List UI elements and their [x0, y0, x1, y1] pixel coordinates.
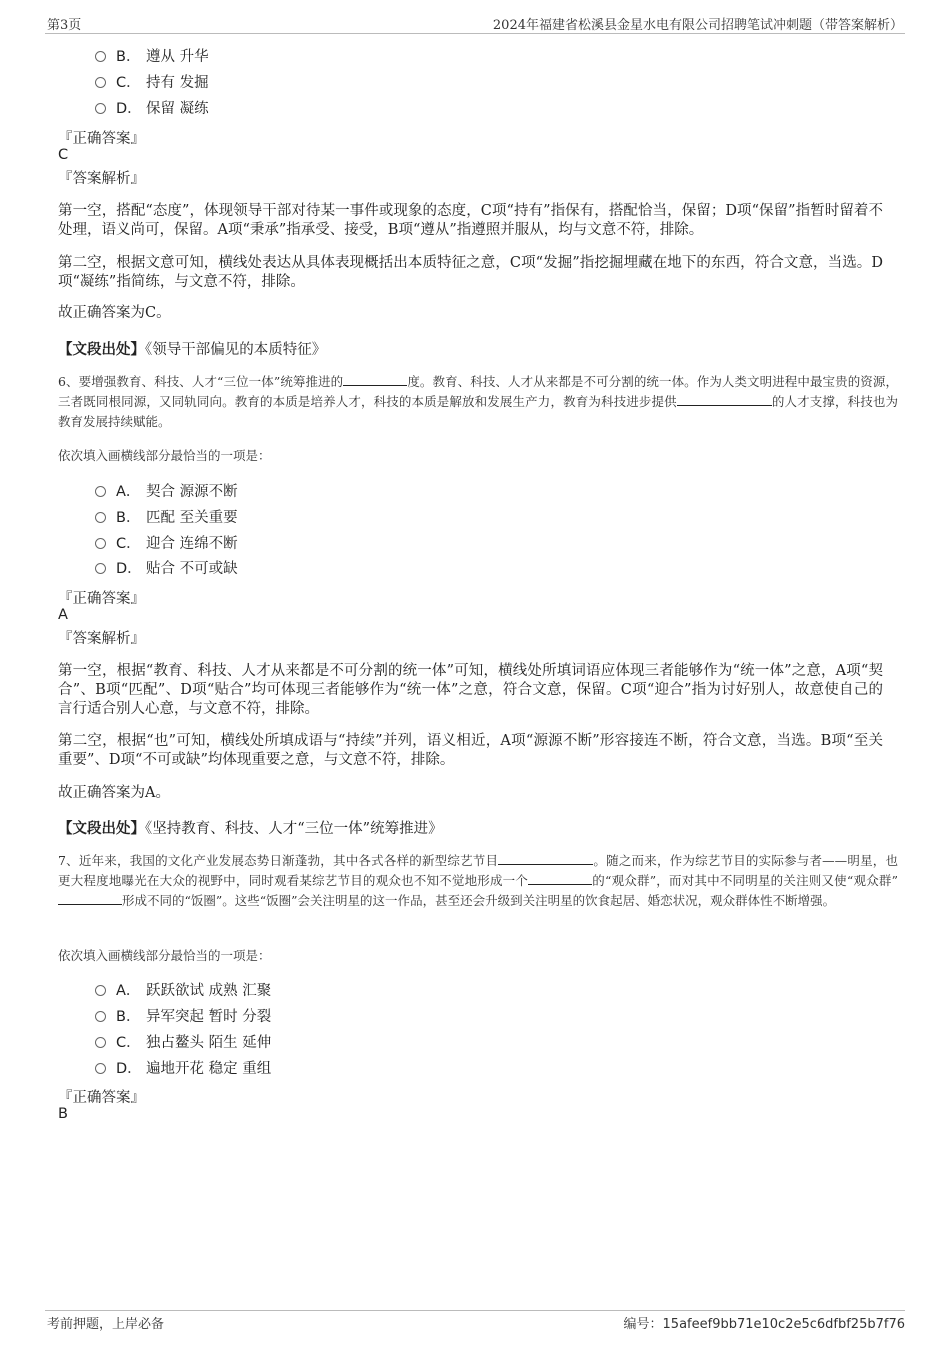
- q7-option-d[interactable]: D． 遍地开花 稳定 重组: [95, 1059, 271, 1079]
- q5-option-d[interactable]: D． 保留 凝练: [95, 99, 209, 119]
- blank: [528, 871, 592, 885]
- q6-analysis-3: 故正确答案为A。: [58, 785, 170, 801]
- q5-source: 【文段出处】《领导干部偏见的本质特征》: [58, 341, 327, 358]
- correct-answer-label: 『正确答案』: [58, 591, 145, 607]
- q5-analysis-1: 第一空，搭配“态度”，体现领导干部对待某一事件或现象的态度，C项“持有”指保有，搭配恰当，保留；D项“保留”指暂时留着不处理，语义尚可，保留。A项“秉承”指承受、接受，B项“遵从”指遵照并服从，均与文意不符，排除。: [58, 203, 883, 238]
- q5-option-c[interactable]: C． 持有 发掘: [95, 73, 209, 93]
- q6-source: 【文段出处】《坚持教育、科技、人才“三位一体”统筹推进》: [58, 820, 443, 837]
- blank: [498, 851, 593, 865]
- correct-answer-label: 『正确答案』: [58, 1090, 145, 1106]
- q7-instruction: 依次填入画横线部分最恰当的一项是：: [58, 948, 271, 963]
- q6-analysis-1: 第一空，根据“教育、科技、人才从来都是不可分割的统一体”可知，横线处所填词语应体现三者能够作为“统一体”之意，A项“契合”、B项“匹配”、D项“贴合”均可体现三者能够作为“统一体”之意，符合文意，保留。C项“迎合”指为讨好别人，故意使自己的言行适合别人心意，与文意不符，排除。: [58, 663, 883, 717]
- radio-icon[interactable]: [95, 1063, 106, 1074]
- correct-answer-label: 『正确答案』: [58, 131, 145, 147]
- q6-option-c[interactable]: C． 迎合 连绵不断: [95, 534, 238, 554]
- q6-instruction: 依次填入画横线部分最恰当的一项是：: [58, 448, 271, 463]
- radio-icon[interactable]: [95, 77, 106, 88]
- radio-icon[interactable]: [95, 985, 106, 996]
- q5-analysis-2: 第二空，根据文意可知，横线处表达从具体表现概括出本质特征之意，C项“发掘”指挖掘埋藏在地下的东西，符合文意，当选。D项“凝练”指简练，与文意不符，排除。: [58, 255, 883, 290]
- radio-icon[interactable]: [95, 51, 106, 62]
- analysis-label: 『答案解析』: [58, 631, 145, 647]
- q6-answer: A: [58, 607, 68, 623]
- q6-option-b[interactable]: B． 匹配 至关重要: [95, 508, 238, 528]
- footer-divider: [45, 1310, 905, 1311]
- q7-option-c[interactable]: C． 独占鳌头 陌生 延伸: [95, 1033, 271, 1053]
- q5-option-b[interactable]: B． 遵从 升华: [95, 47, 209, 67]
- radio-icon[interactable]: [95, 538, 106, 549]
- q7-answer: B: [58, 1106, 68, 1122]
- radio-icon[interactable]: [95, 1037, 106, 1048]
- footer-code: 编号：15afeef9bb71e10c2e5c6dfbf25b7f76: [623, 1317, 905, 1332]
- radio-icon[interactable]: [95, 563, 106, 574]
- analysis-label: 『答案解析』: [58, 171, 145, 187]
- header-divider: [45, 33, 905, 34]
- q6-option-a[interactable]: A． 契合 源源不断: [95, 482, 238, 502]
- radio-icon[interactable]: [95, 1011, 106, 1022]
- q5-answer: C: [58, 147, 69, 163]
- page-number: 第3页: [47, 18, 82, 33]
- q7-stem: 7、近年来，我国的文化产业发展态势日渐蓬勃，其中各式各样的新型综艺节目 。随之而来，作为综艺节目的实际参与者——明星，也更大程度地曝光在大众的视野中，同时观看某综艺节目的观众也不知不觉地形成一个 的“观众群”，而对其中不同明星的关注则又使“观众群”形成不同的“饭圈”。这些“饭圈”会关注明星的这一作品，甚至还会升级到关注明星的饮食起居、婚恋状况，观众群体性不断增强。: [58, 853, 898, 908]
- blank: [58, 891, 122, 905]
- q7-option-b[interactable]: B． 异军突起 暂时 分裂: [95, 1007, 271, 1027]
- q6-analysis-2: 第二空，根据“也”可知，横线处所填成语与“持续”并列，语义相近，A项“源源不断”形容接连不断，符合文意，当选。B项“至关重要”、D项“不可或缺”均体现重要之意，与文意不符，排除。: [58, 733, 883, 768]
- q6-option-d[interactable]: D． 贴合 不可或缺: [95, 559, 238, 579]
- radio-icon[interactable]: [95, 512, 106, 523]
- q6-stem: 6、要增强教育、科技、人才“三位一体”统筹推进的 度。教育、科技、人才从来都是不可分割的统一体。作为人类文明进程中最宝贵的资源，三者既同根同源，又同轨同向。教育的本质是培养人才，科技的本质是解放和发展生产力，教育为科技进步提供 的人才支撑，科技也为教育发展持续赋能。: [58, 374, 898, 429]
- blank: [677, 392, 772, 406]
- footer-slogan: 考前押题，上岸必备: [47, 1317, 165, 1332]
- q7-option-a[interactable]: A． 跃跃欲试 成熟 汇聚: [95, 981, 271, 1001]
- radio-icon[interactable]: [95, 486, 106, 497]
- q5-analysis-3: 故正确答案为C。: [58, 305, 171, 321]
- document-title: 2024年福建省松溪县金星水电有限公司招聘笔试冲刺题（带答案解析）: [492, 18, 903, 33]
- blank: [343, 372, 407, 386]
- radio-icon[interactable]: [95, 103, 106, 114]
